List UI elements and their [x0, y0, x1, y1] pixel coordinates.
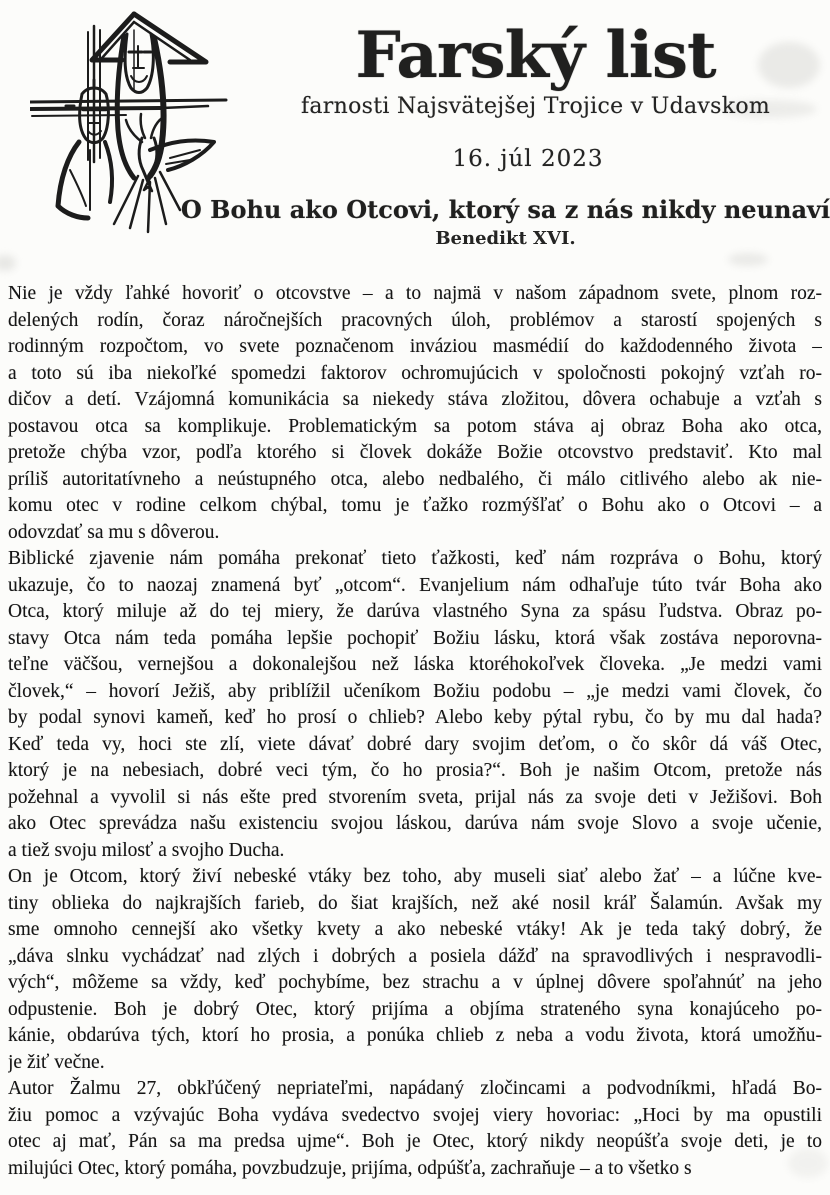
article-line: rodinným rozpočtom, vo svete poznačenom inváziou masmédií do každodenného života –	[8, 336, 822, 357]
article-line: ako Otec sprevádza našu existenciu svojou láskou, darúva nám svoje Slovo a svoje učenie,	[8, 813, 822, 834]
article-line: On je Otcom, ktorý živí nebeské vtáky bez toho, aby museli siať alebo žať – a lúčne kve-	[8, 866, 822, 887]
article-paragraph	[8, 864, 822, 1076]
article-line: stavy Otca nám teda pomáha lepšie pochopiť Božiu lásku, ktorá však zostáva neporovna-	[8, 627, 822, 649]
article-line: a toto sú iba niekoľké spomedzi faktorov ochromujúcich v spoločnosti pokojný vzťah ro-	[8, 362, 822, 384]
article-line: tiny oblieka do najkrajších farieb, do šiat krajších, než aké nosil kráľ Šalamún. Avšak my	[8, 892, 822, 914]
issue-date: 16. júl 2023	[452, 146, 604, 172]
article-line: Keď teda vy, hoci ste zlí, viete dávať dobré dary svojim deťom, o čo skôr dá váš Otec,	[8, 733, 822, 755]
article-paragraph	[8, 546, 822, 864]
article-line: žiu pomoc a vzývajúc Boha vydáva svedectvo svojej viery hovoriac: „Hoci by ma opustili	[8, 1104, 822, 1126]
article-line: Autor Žalmu 27, obkľúčený nepriateľmi, napádaný zločincami a podvodníkmi, hľadá Bo-	[8, 1078, 822, 1099]
article-line: človek,“ – hovorí Ježiš, aby priblížil učeníkom Božiu podobu – „je medzi vami človek, čo	[8, 680, 822, 702]
article-author: Benedikt XVI.	[435, 227, 576, 249]
scan-smudge	[728, 253, 768, 266]
article-title: O Bohu ako Otcovi, ktorý sa z nás nikdy neunaví	[180, 195, 830, 224]
article-line: ukazuje, čo to naozaj znamená byť „otcom“. Evanjelium nám odhaľuje túto tvár Boha ako	[8, 574, 822, 596]
article-line: odovzdať sa mu s dôverou.	[8, 521, 220, 543]
article-line: ktorý je na nebesiach, dobré veci tým, čo ho prosia?“. Boh je našim Otcom, pretože nás	[8, 760, 822, 781]
article-line: dičov a detí. Vzájomná komunikácia sa niekedy stáva zložitou, dôvera ochabuje a vzťah s	[8, 389, 822, 410]
newsletter-title: Farský list	[355, 18, 716, 93]
article-line: požehnal a vyvolil si nás ešte pred stvorením sveta, prijal nás za svoje deti v Ježišovi. Boh	[8, 786, 822, 808]
article-heading-block	[178, 196, 830, 249]
masthead	[248, 18, 823, 120]
article-line: milujúci Otec, ktorý pomáha, povzbudzuje, prijíma, odpúšťa, zachraňuje – a to všetko s	[8, 1157, 692, 1179]
article-line: postavou otca sa komplikuje. Problematickým sa potom stáva aj obraz Boha ako otca,	[8, 415, 822, 437]
article-line: pretože chýba vzor, podľa ktorého si človek dokáže Božie otcovstvo predstaviť. Kto mal	[8, 442, 822, 463]
article-line: teľne väčšou, vernejšou a dokonalejšou než láska ktoréhokoľvek človeka. „Je medzi vami	[8, 654, 822, 675]
article-line: „dáva slnku vychádzať nad zlých i dobrých a posiela dážď na spravodlivých i nespravodli-	[8, 945, 822, 967]
article-paragraph	[8, 281, 822, 546]
article-line: sme omnoho cennejší ako všetky kvety a ako nebeské vtáky! Ak je teda taký dobrý, že	[8, 919, 822, 940]
article-line: kánie, obdarúva tých, ktorí ho prosia, a ponúka chlieb z neba a vodu života, ktorá umožňu-	[8, 1025, 822, 1046]
newsletter-subtitle: farnosti Najsvätejšej Trojice v Udavskom	[300, 94, 771, 120]
article-line: príliš autoritatívneho a neústupného otca, alebo nedbalého, či málo citlivého alebo ak nie-	[8, 468, 822, 490]
article-line: a tiež svoju milosť a svojho Ducha.	[8, 839, 285, 861]
scan-smudge	[0, 255, 16, 271]
article-body	[8, 281, 822, 1182]
article-line: delených rodín, čoraz náročnejších pracovných úloh, problémov a starostí spojených s	[8, 309, 822, 331]
article-line: Otca, ktorý miluje až do tej miery, že darúva vlastného Syna za spásu ľudstva. Obraz po-	[8, 601, 822, 622]
article-line: komu otec v rodine celkom chýbal, tomu je ťažko rozmýšľať o Bohu ako o Otcovi – a	[8, 495, 822, 516]
article-line: je žiť večne.	[8, 1051, 105, 1073]
article-line: Biblické zjavenie nám pomáha prekonať tieto ťažkosti, keď nám rozpráva o Bohu, ktorý	[8, 548, 822, 569]
article-line: odpustenie. Boh je dobrý Otec, ktorý prijíma a objíma strateného syna konajúceho po-	[8, 998, 822, 1020]
article-line: Nie je vždy ľahké hovoriť o otcovstve – a to najmä v našom západnom svete, plnom roz-	[8, 283, 822, 304]
article-line: vých“, môžeme sa vždy, keď pochybíme, bez strachu a v úplnej dôvere spoľahnúť na jeho	[8, 972, 822, 993]
article-line: by podal synovi kameň, keď ho prosí o chlieb? Alebo keby pýtal rybu, čo by mu dal hada?	[8, 707, 822, 728]
article-line: otec aj mať, Pán sa ma predsa ujme“. Boh je Otec, ktorý nikdy neopúšťa svoje deti, je to	[8, 1131, 822, 1152]
article-paragraph	[8, 1076, 822, 1182]
